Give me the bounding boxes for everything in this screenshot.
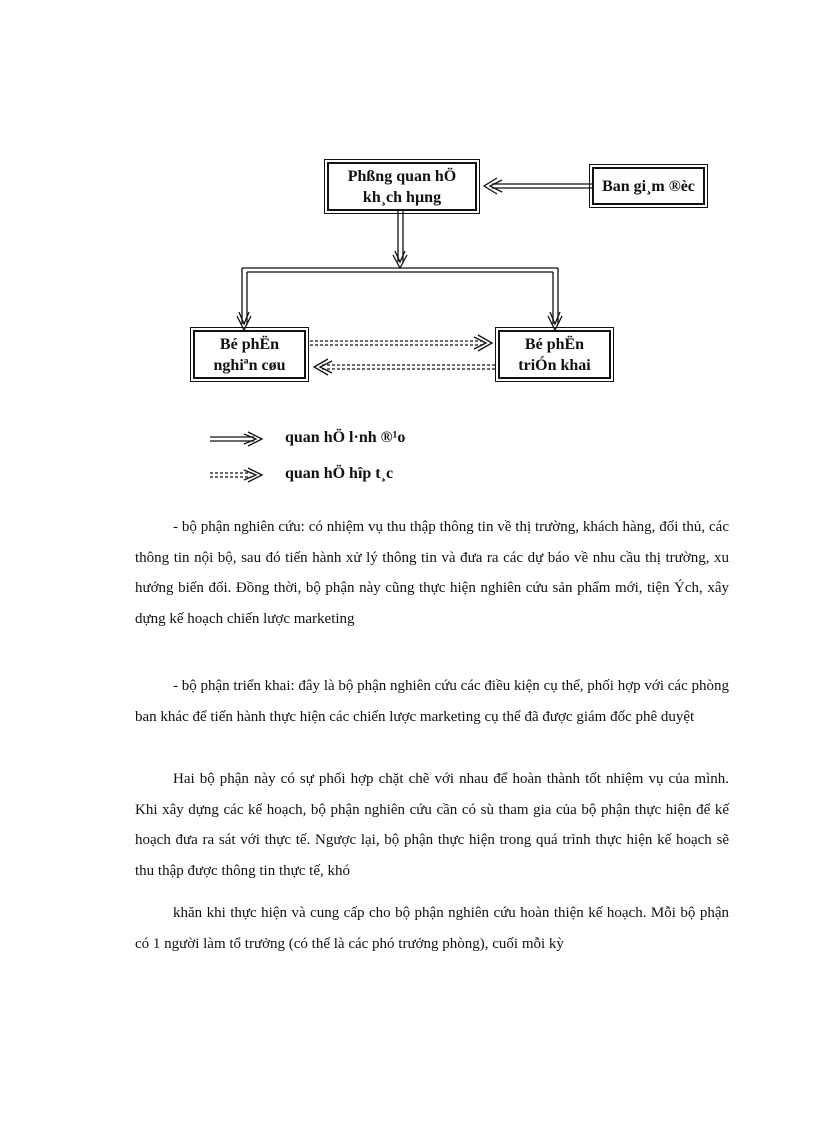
- legend-dashed: [210, 463, 265, 487]
- deploy-box-line-2: triÓn khai: [518, 356, 591, 374]
- arrow-to-deploy: [548, 268, 562, 330]
- dashed-arrow-icon: [210, 465, 265, 485]
- org-chart-connectors: [0, 0, 816, 520]
- paragraph-coordination: Hai bộ phận này có sự phối hợp chặt chẽ với nhau để hoàn thành tốt nhiệm vụ của mình. Khi xây dựng các kế hoạch, bộ phận nghiên cứu cần có sù tham gia của bộ phận thực hiện để kế hoạch đưa ra sát với thực tế. Ngược lại, bộ phận thực hiện trong quá trình thực hiện kế hoạch sẽ thu thập được thông tin thực tế, khó: [135, 771, 729, 879]
- director-box-label: Ban gi¸m ®èc: [602, 177, 695, 195]
- arrow-director-to-cr: [484, 178, 592, 194]
- legend-dashed-label: quan hÖ hîp t¸c: [285, 465, 394, 482]
- deploy-unit-box: [498, 330, 611, 379]
- paragraph-deploy: - bộ phận triển khai: đây là bộ phận nghiên cứu các điều kiện cụ thể, phối hợp với các phòng ban khác để tiến hành thực hiện các chiến lược marketing cụ thể đã được giám đốc phê duyệt: [135, 678, 729, 725]
- paragraph-continued: khăn khi thực hiện và cung cấp cho bộ phận nghiên cứu hoàn thiện kế hoạch. Mỗi bộ phận có 1 người làm tổ trưởng (có thể là các phó trưởng phòng), cuối mỗi kỳ: [135, 905, 729, 952]
- branch-bar: [242, 268, 558, 272]
- director-board-box: [592, 167, 705, 205]
- arrow-to-research: [237, 268, 251, 330]
- paragraph-research: - bộ phận nghiên cứu: có nhiệm vụ thu thập thông tin về thị trường, khách hàng, đối thủ, các thông tin nội bộ, sau đó tiến hành xử lý thông tin và đưa ra các dự báo về nhu cầu thị trường, xu hướng biến đổi. Đồng thời, bộ phận này cũng thực hiện nghiên cứu sản phẩm mới, tiện Ých, xây dựng kế hoạch chiến lược marketing: [135, 519, 729, 627]
- legend-solid-label: quan hÖ l·nh ®¹o: [285, 429, 406, 446]
- legend-solid: [210, 427, 265, 451]
- research-box-line-2: nghiªn cøu: [213, 356, 286, 374]
- solid-arrow-icon: [210, 429, 265, 449]
- arrow-cr-down: [393, 211, 407, 268]
- deploy-box-line-1: Bé phËn: [524, 335, 585, 353]
- research-box-line-1: Bé phËn: [219, 335, 280, 353]
- cr-box-line-1: Phßng quan hÖ: [347, 167, 457, 185]
- dashed-arrow-right: [310, 341, 484, 345]
- dashed-arrow-left: [322, 365, 496, 369]
- cr-department-box: [327, 162, 477, 211]
- cr-box-line-2: kh¸ch hµng: [362, 188, 442, 206]
- research-unit-box: [193, 330, 306, 379]
